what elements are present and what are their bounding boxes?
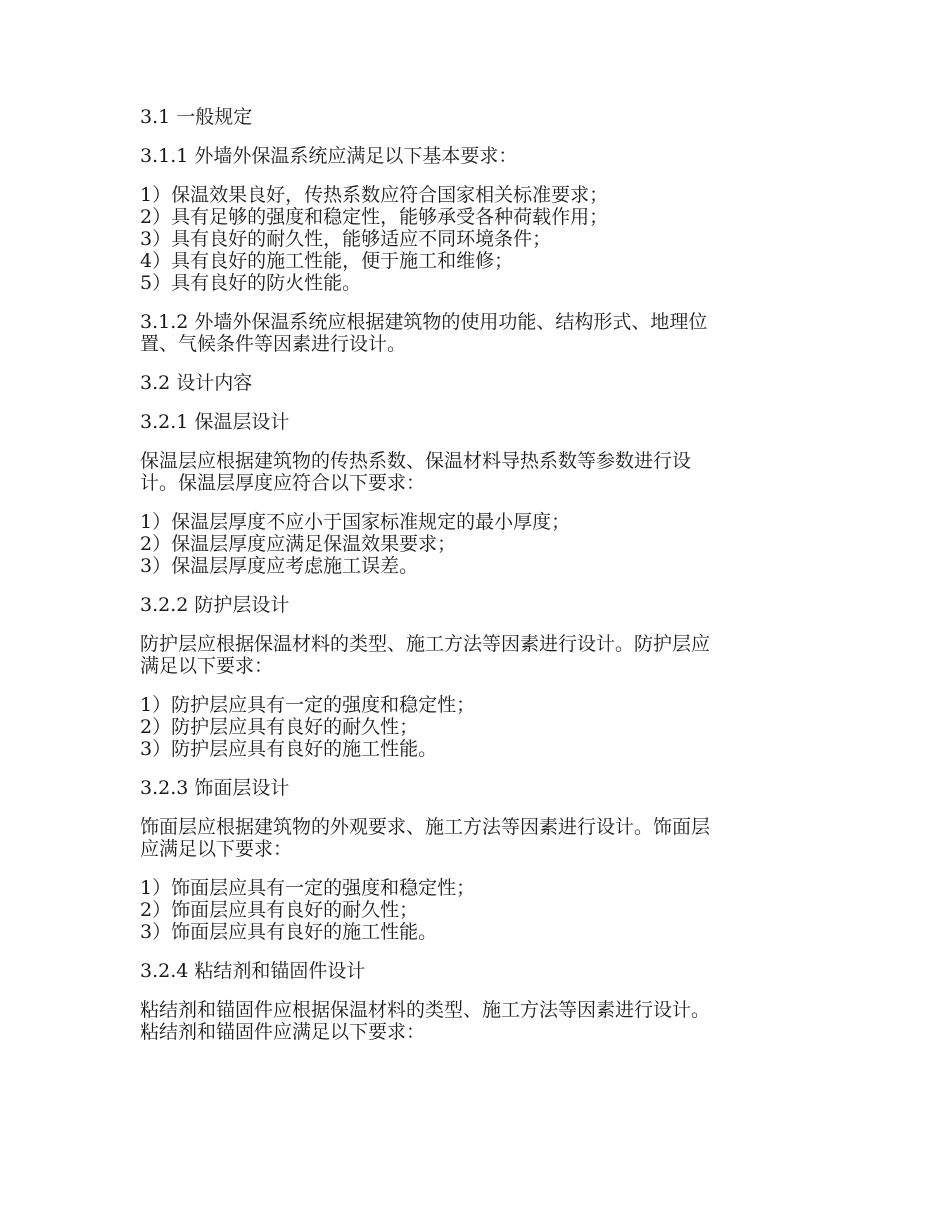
clause-heading-3-2-2	[140, 594, 810, 616]
paragraph-line: 3.1.2 外墙外保温系统应根据建筑物的使用功能、结构形式、地理位	[140, 311, 708, 333]
requirements-list-3-1-1	[140, 184, 810, 294]
list-item: 2）保温层厚度应满足保温效果要求；	[140, 533, 457, 555]
list-item: 1）保温层厚度不应小于国家标准规定的最小厚度；	[140, 511, 571, 533]
paragraph-line: 应满足以下要求：	[140, 838, 293, 860]
clause-heading-3-2-3	[140, 777, 810, 799]
heading-line: 3.2.3 饰面层设计	[140, 777, 290, 799]
list-item: 5）具有良好的防火性能。	[140, 272, 362, 294]
list-item: 1）保温效果良好，传热系数应符合国家相关标准要求；	[140, 184, 609, 206]
list-item: 3）具有良好的耐久性，能够适应不同环境条件；	[140, 228, 552, 250]
paragraph-line: 保温层应根据建筑物的传热系数、保温材料导热系数等参数进行设	[140, 450, 692, 472]
paragraph-3-2-3	[140, 816, 810, 860]
heading-line: 3.2.4 粘结剂和锚固件设计	[140, 960, 366, 982]
paragraph-line: 计。保温层厚度应符合以下要求：	[140, 472, 426, 494]
document-page	[140, 106, 810, 1060]
requirements-list-3-2-1	[140, 511, 810, 577]
section-heading-3-2	[140, 372, 810, 394]
list-item: 3）防护层应具有良好的施工性能。	[140, 738, 438, 760]
heading-line: 3.1.1 外墙外保温系统应满足以下基本要求：	[140, 145, 518, 167]
list-item: 2）具有足够的强度和稳定性，能够承受各种荷载作用；	[140, 206, 609, 228]
paragraph-line: 防护层应根据保温材料的类型、施工方法等因素进行设计。防护层应	[140, 633, 711, 655]
clause-heading-3-2-4	[140, 960, 810, 982]
section-heading-3-1	[140, 106, 810, 128]
paragraph-3-2-4	[140, 999, 810, 1043]
requirements-list-3-2-3	[140, 877, 810, 943]
heading-line: 3.1 一般规定	[140, 106, 253, 128]
paragraph-line: 粘结剂和锚固件应满足以下要求：	[140, 1021, 426, 1043]
list-item: 4）具有良好的施工性能，便于施工和维修；	[140, 250, 514, 272]
clause-heading-3-1-1	[140, 145, 810, 167]
heading-line: 3.2.1 保温层设计	[140, 411, 290, 433]
paragraph-line: 饰面层应根据建筑物的外观要求、施工方法等因素进行设计。饰面层	[140, 816, 711, 838]
list-item: 2）防护层应具有良好的耐久性；	[140, 716, 419, 738]
paragraph-3-2-2	[140, 633, 810, 677]
paragraph-line: 粘结剂和锚固件应根据保温材料的类型、施工方法等因素进行设计。	[140, 999, 711, 1021]
paragraph-3-2-1	[140, 450, 810, 494]
list-item: 3）饰面层应具有良好的施工性能。	[140, 921, 438, 943]
list-item: 1）防护层应具有一定的强度和稳定性；	[140, 694, 476, 716]
heading-line: 3.2.2 防护层设计	[140, 594, 290, 616]
paragraph-line: 置、气候条件等因素进行设计。	[140, 333, 407, 355]
clause-paragraph-3-1-2	[140, 311, 810, 355]
requirements-list-3-2-2	[140, 694, 810, 760]
clause-heading-3-2-1	[140, 411, 810, 433]
list-item: 2）饰面层应具有良好的耐久性；	[140, 899, 419, 921]
heading-line: 3.2 设计内容	[140, 372, 253, 394]
list-item: 3）保温层厚度应考虑施工误差。	[140, 555, 419, 577]
list-item: 1）饰面层应具有一定的强度和稳定性；	[140, 877, 476, 899]
paragraph-line: 满足以下要求：	[140, 655, 274, 677]
